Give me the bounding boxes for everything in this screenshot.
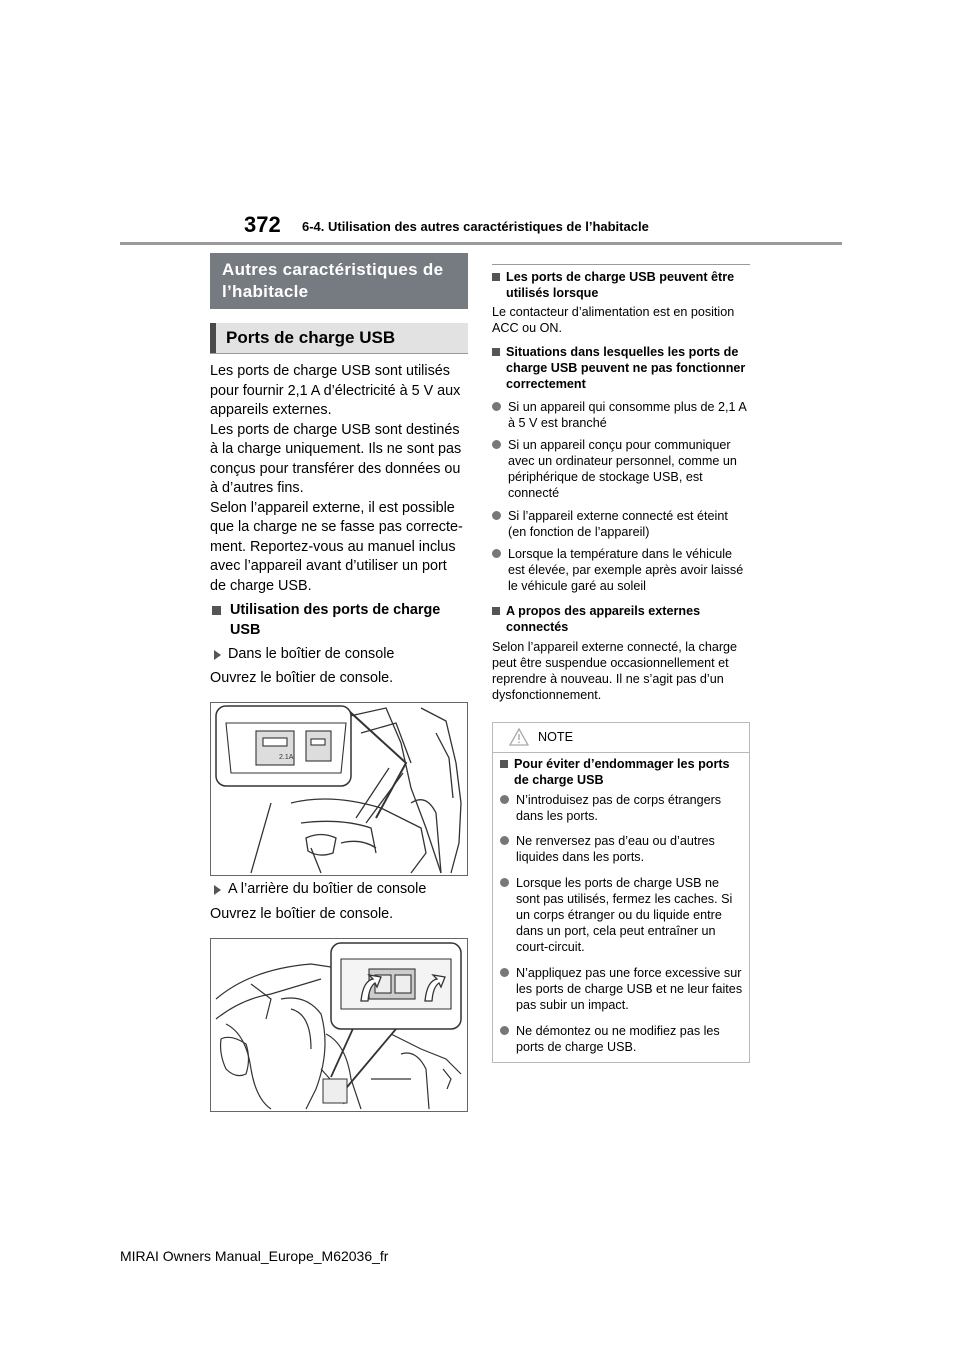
heading-line: de charge USB [514,773,604,787]
subsection-title: Ports de charge USB [210,323,468,353]
square-bullet-icon [492,273,500,281]
intro-line: ment. Reportez-vous au manuel inclus [210,538,456,555]
text-line: un corps étranger ou du liquide entre [516,908,722,922]
section-title [210,253,468,309]
text-line: Lorsque les ports de charge USB ne [516,876,720,890]
text-line: périphérique de stockage USB, est [508,470,703,484]
port-rating-label: 2.1A [279,754,294,761]
note-label: NOTE [538,730,573,744]
header-rule [120,242,842,245]
intro-line: conçus pour transférer des données ou [210,460,461,477]
text-line: Selon l’appareil externe connecté, la charge [492,640,738,654]
text-line: les ports de charge USB et ne leur faites [516,982,743,996]
intro-line: de charge USB. [210,577,312,594]
text-line: peut être suspendue occasionnellement et [492,656,729,670]
text-line: N’introduisez pas de corps étrangers [516,793,722,807]
text-line: pas subir un impact. [516,998,629,1012]
text-line: dysfonctionnement. [492,688,602,702]
section-title-line-1: Autres caractéristiques de [222,260,444,279]
round-bullet-icon [492,440,501,449]
heading-line: charge USB peuvent ne pas fonctionner [506,361,746,375]
intro-line: avec l’appareil avant d’utiliser un port [210,558,447,574]
arrow-bullet-icon [214,650,221,660]
round-bullet-icon [500,836,509,845]
rear-console-drawing [211,939,467,1111]
text-line: Si l’appareil externe connecté est éteint [508,509,728,523]
heading-line: Situations dans lesquelles les ports de [506,345,739,359]
square-bullet-icon [492,607,500,615]
text-line: le véhicule garé au soleil [508,579,646,593]
console-box-drawing [211,703,467,875]
note-item-box [500,965,746,1013]
right-column-rule [492,264,750,265]
usage-heading-line-2: USB [230,621,261,638]
text-line: sont pas utilisés, fermez les caches. Si [516,892,733,906]
note-item-box [500,833,746,865]
intro-line: que la charge ne se fasse pas correcte- [210,519,463,535]
usage-heading [212,601,470,640]
text-line: liquides dans les ports. [516,850,645,864]
running-head: 6-4. Utilisation des autres caractéristiques de l’habitacle [302,219,649,234]
intro-paragraph [210,362,470,596]
round-bullet-icon [500,878,509,887]
item1-text: Ouvrez le boîtier de console. [210,670,394,686]
external-devices-heading-box [492,603,750,635]
note-rule [493,752,749,753]
text-line: reprendre à nouveau. Il ne s’agit pas d’un [492,672,724,686]
text-line: Si un appareil conçu pour communiquer [508,438,731,452]
usable-when-heading-box [492,269,750,301]
bullet-item-box [492,546,750,594]
text-line: dans les ports. [516,809,598,823]
intro-line: appareils externes. [210,402,332,418]
text-line: à 5 V est branché [508,416,607,430]
intro-line: pour fournir 2,1 A d’électricité à 5 V aux [210,382,461,399]
intro-line: à d’autres fins. [210,480,304,496]
arrow-bullet-icon [214,885,221,895]
external-devices-text [492,639,750,703]
heading-line: utilisés lorsque [506,286,599,300]
heading-line: Les ports de charge USB peuvent être [506,270,735,284]
square-bullet-icon [492,348,500,356]
bullet-item-box [492,399,750,431]
section-title-line-2: l’habitacle [222,282,309,301]
bullet-item-box [492,508,750,540]
round-bullet-icon [492,549,501,558]
text-line: court-circuit. [516,940,585,954]
text-line: Lorsque la température dans le véhicule [508,547,733,561]
round-bullet-icon [500,795,509,804]
footer-text: MIRAI Owners Manual_Europe_M62036_fr [120,1248,389,1264]
usable-when-text [492,304,750,336]
text-line: Ne démontez ou ne modifiez pas les [516,1024,720,1038]
item2-label [212,880,470,899]
text-line: est élevée, par exemple après avoir laissé [508,563,744,577]
heading-line: A propos des appareils externes [506,604,701,618]
page-number: 372 [244,212,281,237]
square-bullet-icon [212,606,221,615]
text-line: Le contacteur d’alimentation est en position [492,305,735,319]
note-item-box [500,1023,746,1055]
text-line: ports de charge USB. [516,1040,637,1054]
round-bullet-icon [492,511,501,520]
text-line: dans un port, cela peut entraîner un [516,924,716,938]
text-line: connecté [508,486,560,500]
text-line: avec un ordinateur personnel, comme un [508,454,737,468]
text-line: ACC ou ON. [492,321,562,335]
heading-line: connectés [506,620,569,634]
not-working-heading-box [492,344,750,392]
intro-line: Selon l’appareil externe, il est possible [210,499,455,516]
intro-line: à la charge uniquement. Ils ne sont pas [210,441,462,457]
usage-heading-line-1: Utilisation des ports de charge [230,602,441,618]
text-line: Ne renversez pas d’eau ou d’autres [516,834,715,848]
text-line: Si un appareil qui consomme plus de 2,1 A [508,400,747,414]
subsection-rule [210,353,468,354]
note-item-box [500,875,746,955]
warning-triangle-icon [508,727,530,747]
round-bullet-icon [500,1026,509,1035]
note-item-box [500,792,746,824]
square-bullet-icon [500,760,508,768]
rear-console-illustration [210,938,468,1112]
text-line: (en fonction de l’appareil) [508,525,650,539]
console-box-illustration [210,702,468,876]
note-heading-box [500,756,746,788]
item1-label [212,645,470,664]
bullet-item-box [492,437,750,501]
item2-label-text: A l’arrière du boîtier de console [228,881,427,897]
round-bullet-icon [500,968,509,977]
intro-line: Les ports de charge USB sont destinés [210,421,460,438]
text-line: N’appliquez pas une force excessive sur [516,966,742,980]
heading-line: correctement [506,377,586,391]
round-bullet-icon [492,402,501,411]
intro-line: Les ports de charge USB sont utilisés [210,363,450,379]
heading-line: Pour éviter d’endommager les ports [514,757,730,771]
item2-text: Ouvrez le boîtier de console. [210,906,394,922]
item1-label-text: Dans le boîtier de console [228,646,395,662]
